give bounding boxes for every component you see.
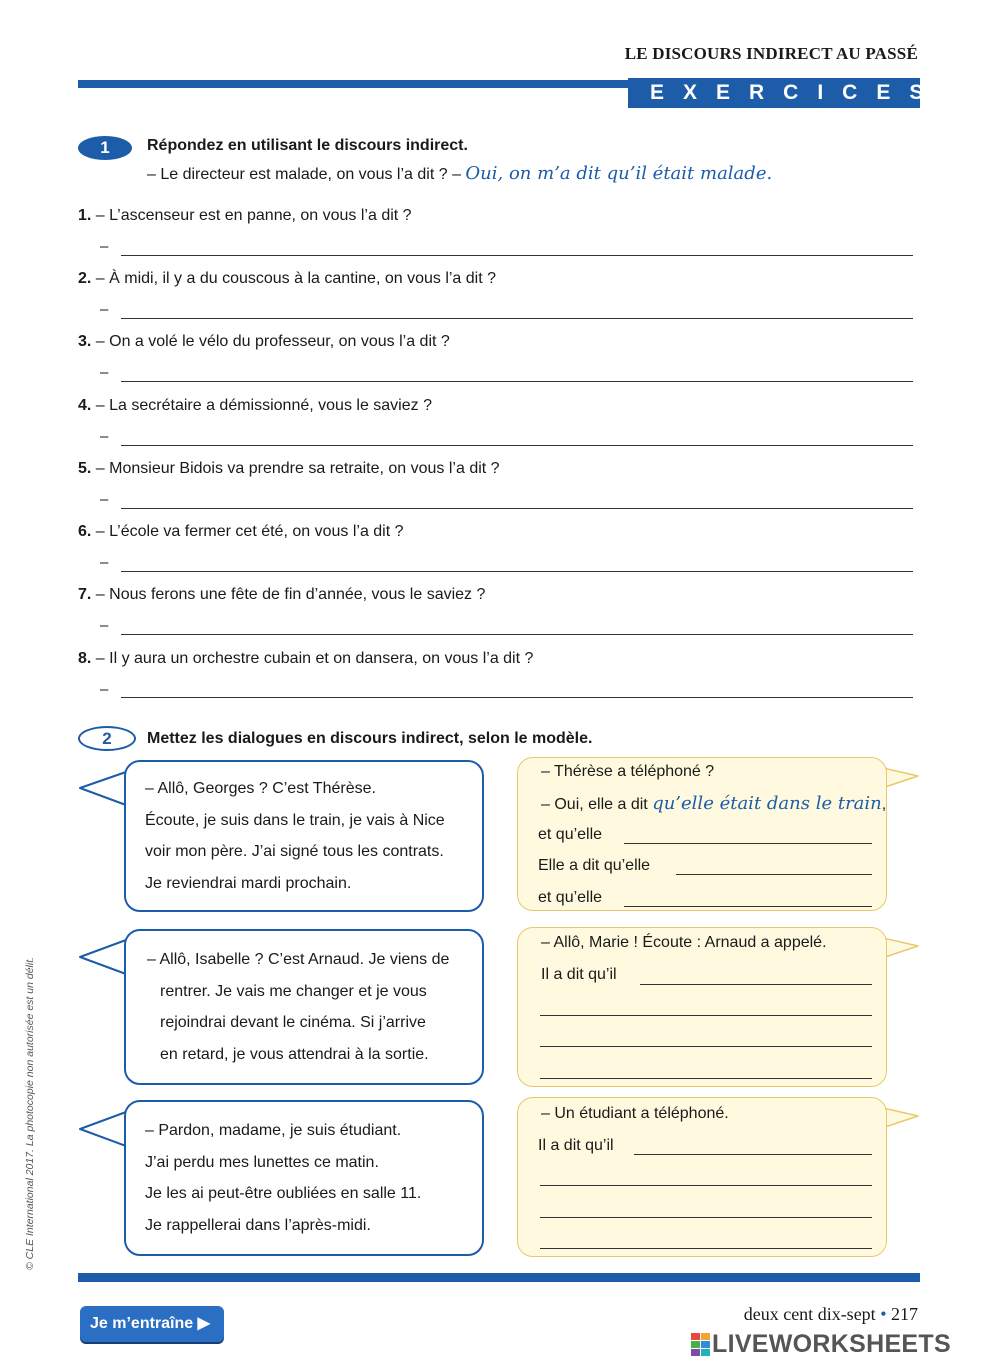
answer-line-8[interactable] [121,697,913,698]
page-footer [744,1304,918,1325]
answer-1-line-5: et qu’elle [538,889,603,906]
liveworksheets-logo-icon [690,1332,712,1358]
answer-line-1[interactable] [121,255,913,256]
exercise-1-instruction: Répondez en utilisant le discours indirect. [147,137,468,154]
answer-1-line-1: – Thérèse a téléphoné ? [541,763,715,780]
liveworksheets-watermark: LIVEWORKSHEETS [712,1330,951,1358]
je-m-entraine-button[interactable]: Je m’entraîne ▶ [80,1306,224,1342]
answer-2-blank-2[interactable] [540,1015,872,1016]
answer-3-blank-4[interactable] [540,1248,872,1249]
answer-1-blank-2[interactable] [676,874,872,875]
answer-dash: – [100,617,109,634]
answer-1-line-3: et qu’elle [538,826,603,843]
answer-3-line-2: Il a dit qu’il [538,1137,614,1154]
question-4: 4. – La secrétaire a démissionné, vous le saviez ? [78,397,432,414]
question-5: 5. – Monsieur Bidois va prendre sa retraite, on vous l’a dit ? [78,460,500,477]
answer-3-blank-3[interactable] [540,1217,872,1218]
answer-2-blank-1[interactable] [640,984,872,985]
question-2: 2. – À midi, il y a du couscous à la cantine, on vous l’a dit ? [78,270,497,287]
exercise-1-number: 1 [78,136,132,160]
question-7: 7. – Nous ferons une fête de fin d’année, vous le saviez ? [78,586,486,603]
answer-dash: – [100,301,109,318]
answer-line-2[interactable] [121,318,913,319]
answer-2-blank-4[interactable] [540,1078,872,1079]
answer-2-line-1: – Allô, Marie ! Écoute : Arnaud a appelé. [541,934,827,951]
answer-dash: – [100,364,109,381]
answer-1-line-2: – Oui, elle a dit qu’elle était dans le train, [541,793,887,814]
copyright-notice: © CLE International 2017. La photocopie non autorisée est un délit. [24,956,36,1270]
answer-1-line-4: Elle a dit qu’elle [538,857,651,874]
dialogue-2-text: – Allô, Isabelle ? C’est Arnaud. Je viens de rentrer. Je vais me changer et je vous rejoindrai devant le cinéma. Si j’arrive en retard, je vous attendrai à la sortie. [147,951,450,1063]
example-answer: Oui, on m’a dit qu’il était malade. [465,163,773,184]
question-1: 1. – L’ascenseur est en panne, on vous l’a dit ? [78,207,412,224]
dialogue-3-text: – Pardon, madame, je suis étudiant. J’ai perdu mes lunettes ce matin. Je les ai peut-être oubliées en salle 11. Je rappellerai dans l’après-midi. [145,1122,422,1234]
question-8: 8. – Il y aura un orchestre cubain et on dansera, on vous l’a dit ? [78,650,534,667]
page-text: deux cent dix-sept [743,1304,876,1324]
answer-3-blank-1[interactable] [634,1154,872,1155]
running-title: LE DISCOURS INDIRECT AU PASSÉ [624,44,918,63]
answer-dash: – [100,554,109,571]
example-question: – Le directeur est malade, on vous l’a dit ? – [147,166,461,183]
answer-line-4[interactable] [121,445,913,446]
page-bullet: • [880,1304,887,1324]
exercise-2-number: 2 [78,726,136,751]
answer-dash: – [100,428,109,445]
answer-3-blank-2[interactable] [540,1185,872,1186]
answer-dash: – [100,238,109,255]
answer-line-5[interactable] [121,508,913,509]
answer-3-line-1: – Un étudiant a téléphoné. [541,1105,729,1122]
answer-dash: – [100,681,109,698]
answer-line-3[interactable] [121,381,913,382]
page-number: 217 [891,1304,918,1324]
answer-1-handwriting: qu’elle était dans le train [652,793,882,814]
bottom-rule [78,1273,920,1282]
answer-dash: – [100,491,109,508]
dialogue-1-text: – Allô, Georges ? C’est Thérèse. Écoute, je suis dans le train, je vais à Nice voir mon père. J’ai signé tous les contrats. Je reviendrai mardi prochain. [145,780,445,892]
answer-1-blank-3[interactable] [624,906,872,907]
exercices-banner: EXERCICES [628,78,920,108]
exercise-1-example [147,163,772,184]
answer-2-blank-3[interactable] [540,1046,872,1047]
answer-line-7[interactable] [121,634,913,635]
answer-line-6[interactable] [121,571,913,572]
question-6: 6. – L’école va fermer cet été, on vous l’a dit ? [78,523,404,540]
answer-2-line-2: Il a dit qu’il [541,966,617,983]
question-3: 3. – On a volé le vélo du professeur, on vous l’a dit ? [78,333,450,350]
answer-1-blank-1[interactable] [624,843,872,844]
exercise-2-instruction: Mettez les dialogues en discours indirect, selon le modèle. [147,730,593,747]
